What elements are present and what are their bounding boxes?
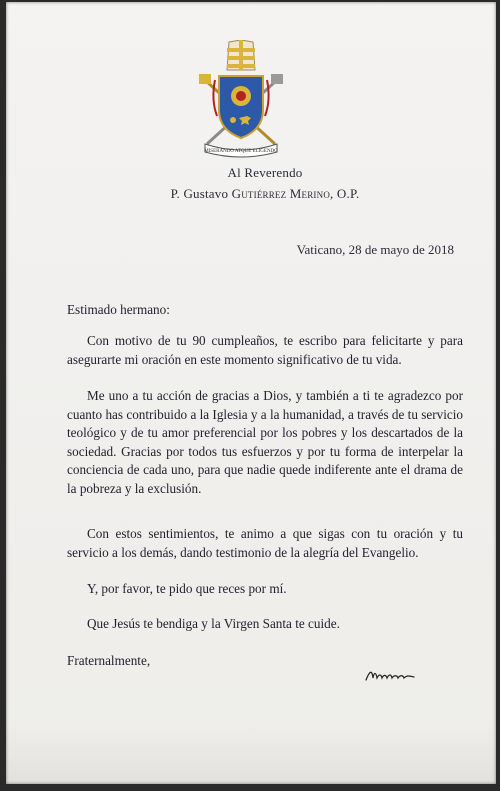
recipient-title: Al Reverendo [227,165,303,180]
letter-date: Vaticano, 28 de mayo de 2018 [296,242,454,257]
paragraph-5: Que Jesús te bendiga y la Virgen Santa te cuide. [87,616,340,631]
recipient-surname: Gutiérrez Merino [231,186,331,201]
recipient-name [20,186,500,202]
closing: Fraternalmente, [67,653,151,668]
paragraph-3: Con estos sentimientos, te animo a que sigas con tu oración y tu servicio a los demás, dando testimonio de la alegría del Evangelio. [67,526,463,560]
salutation: Estimado hermano: [67,302,170,317]
letter-paper [6,2,496,784]
recipient-prefix: P. Gustavo [170,186,232,201]
papal-coat-of-arms-icon [195,40,287,158]
signature [364,666,424,686]
recipient-suffix: , O.P. [330,186,360,201]
paragraph-2: Me uno a tu acción de gracias a Dios, y también a ti te agradezco por cuanto has contribuido a la Iglesia y a la humanidad, a través de tu servicio teológico y de tu amor preferencial por los pobres y los descartados de la sociedad. Gracias por todos tus esfuerzos y por tu forma de interpelar la conciencia de cada uno, para que nadie quede indiferente ante el drama de la pobreza y la exclusión. [67,388,463,496]
motto-text: MISERANDO ATQUE ELIGENDO [204,149,278,154]
paragraph-1: Con motivo de tu 90 cumpleaños, te escribo para felicitarte y para asegurarte mi oración en este momento significativo de tu vida. [67,333,463,367]
paragraph-4: Y, por favor, te pido que reces por mí. [87,581,287,596]
